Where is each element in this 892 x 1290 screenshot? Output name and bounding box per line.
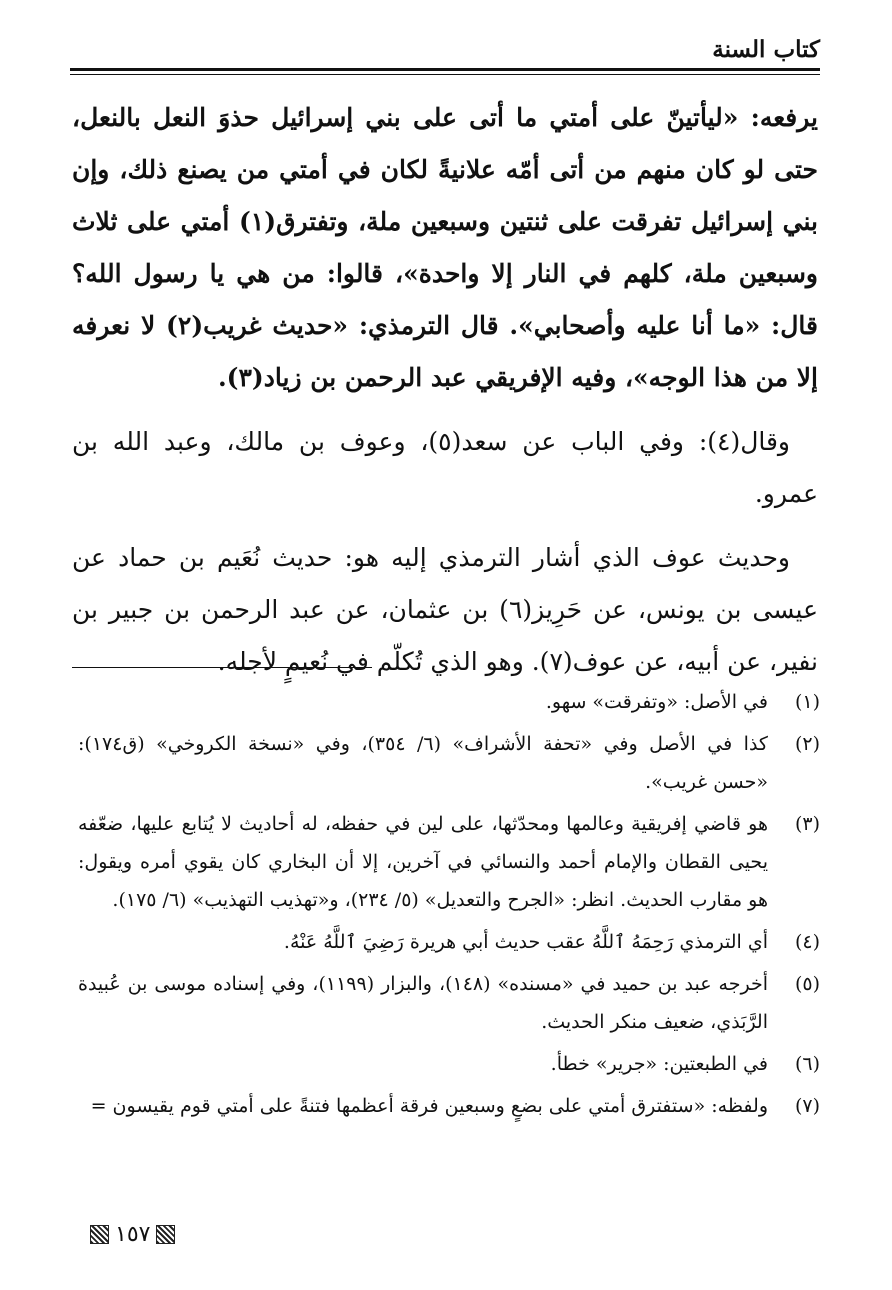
footnotes	[78, 683, 820, 1129]
footnote-number: (٧)	[794, 1095, 820, 1117]
footnote-number: (٢)	[794, 733, 820, 755]
footnote-number: (٦)	[794, 1053, 820, 1075]
page-number: ١٥٧	[115, 1222, 151, 1247]
paragraph-3: وحديث عوف الذي أشار الترمذي إليه هو: حديث نُعَيم بن حماد عن عيسى بن يونس، عن حَرِيز(٦) بن عثمان، عن عبد الرحمن بن جبير بن نفير، عن أبيه، عن عوف(٧). وهو الذي تُكلّم في نُعيمٍ لأجله.	[72, 543, 818, 676]
footnote-4	[78, 923, 820, 961]
footnote-number: (٣)	[794, 813, 820, 835]
header-rule-thick	[70, 68, 820, 71]
footnote-text: هو قاضي إفريقية وعالمها ومحدّثها، على لين في حفظه، له أحاديث لا يُتابع عليها، ضعّفه يحيى القطان والإمام أحمد والنسائي في آخرين، إلا أن البخاري كان يقوي أمره ويقول: هو مقارب الحديث. انظر: «الجرح والتعديل» (٥/ ٢٣٤)، و«تهذيب التهذيب» (٦/ ١٧٥).	[78, 813, 768, 911]
footnote-text: أخرجه عبد بن حميد في «مسنده» (١٤٨)، والبزار (١١٩٩)، وفي إسناده موسى بن عُبيدة الرَّبَذي، ضعيف منكر الحديث.	[78, 973, 768, 1033]
main-text	[72, 92, 818, 688]
running-header: كتاب السنة	[712, 36, 820, 63]
footnote-5	[78, 965, 820, 1041]
footnote-text: ولفظه: «ستفترق أمتي على بضعٍ وسبعين فرقة أعظمها فتنةً على أمتي قوم يقيسون =	[90, 1095, 768, 1117]
paragraph-2: وقال(٤): وفي الباب عن سعد(٥)، وعوف بن مالك، وعبد الله بن عمرو.	[72, 427, 818, 508]
ornament-icon	[156, 1225, 175, 1244]
page-number-block	[90, 1222, 175, 1247]
footnote-3	[78, 805, 820, 919]
footnote-number: (٥)	[794, 973, 820, 995]
ornament-icon	[90, 1225, 109, 1244]
footnote-text: في الأصل: «وتفرقت» سهو.	[545, 691, 768, 713]
footnote-7	[78, 1087, 820, 1125]
footnote-text: أي الترمذي رَحِمَهُ ٱللَّهُ عقب حديث أبي هريرة رَضِيَ ٱللَّهُ عَنْهُ.	[283, 931, 768, 953]
footnote-6	[78, 1045, 820, 1083]
footnote-separator	[72, 667, 372, 668]
header-rule-thin	[70, 74, 820, 75]
footnote-number: (١)	[794, 691, 820, 713]
footnote-2	[78, 725, 820, 801]
footnote-text: كذا في الأصل وفي «تحفة الأشراف» (٦/ ٣٥٤)، وفي «نسخة الكروخي» (ق١٧٤): «حسن غريب».	[78, 733, 768, 793]
footnote-text: في الطبعتين: «جرير» خطأ.	[550, 1053, 768, 1075]
paragraph-1: يرفعه: «ليأتينّ على أمتي ما أتى على بني إسرائيل حذوَ النعل بالنعل، حتى لو كان منهم من أتى أمّه علانيةً لكان في أمتي من يصنع ذلك، وإن بني إسرائيل تفرقت على ثنتين وسبعين ملة، وتفترق(١) أمتي على ثلاث وسبعين ملة، كلهم في النار إلا واحدة»، قالوا: من هي يا رسول الله؟ قال: «ما أنا عليه وأصحابي». قال الترمذي: «حديث غريب(٢) لا نعرفه إلا من هذا الوجه»، وفيه الإفريقي عبد الرحمن بن زياد(٣).	[72, 103, 818, 392]
footnote-1	[78, 683, 820, 721]
footnote-number: (٤)	[794, 931, 820, 953]
